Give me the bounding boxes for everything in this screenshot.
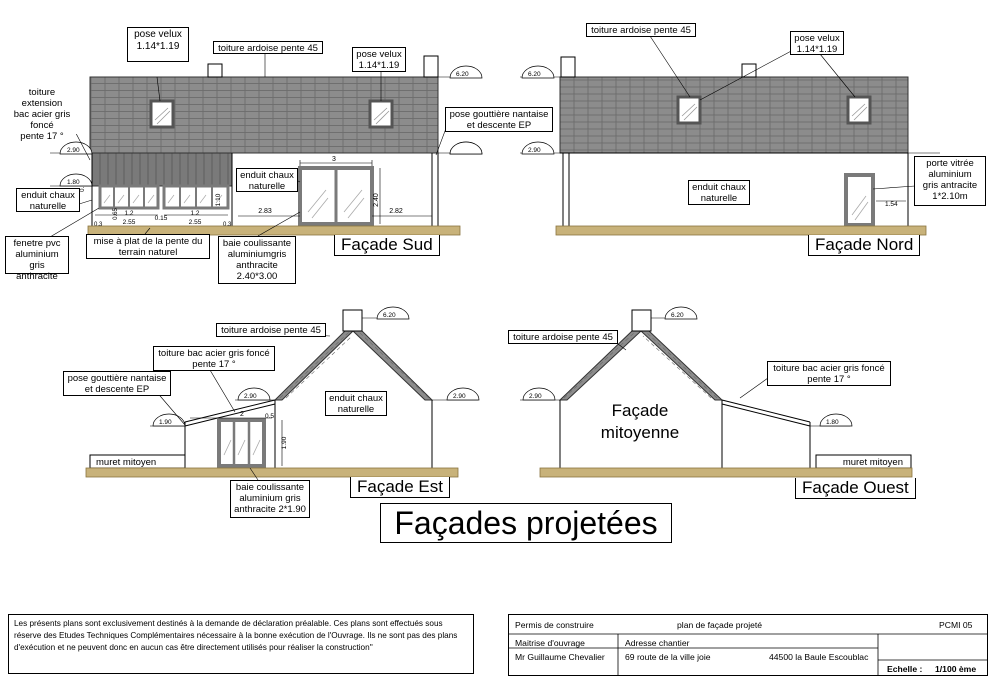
sud-dim-win1-h: 1.2 — [124, 210, 134, 217]
sud-dim-left: 2.83 — [258, 208, 272, 215]
sud-extension-roof-label: toiture extension bac acier gris foncé pente 17 ° — [7, 86, 77, 134]
sud-render-ext-label: enduit chaux naturelle — [16, 188, 80, 212]
est-roof — [275, 331, 432, 400]
est-muret-label: muret mitoyen — [96, 457, 157, 468]
ouest-roof-label: toiture ardoise pente 45 — [508, 330, 618, 344]
est-dim-190: 1.90 — [281, 436, 288, 450]
sud-chimney — [208, 64, 222, 77]
ouest-level-620: 6.20 — [671, 312, 684, 319]
cartouche-plan: plan de façade projeté — [677, 620, 763, 630]
sud-dim-width: 3 — [332, 156, 336, 163]
sud-roof-label: toiture ardoise pente 45 — [213, 41, 323, 54]
sud-render-label: enduit chaux naturelle — [236, 168, 298, 192]
sud-dim-height: 2.40 — [373, 193, 380, 207]
nord-roof-label: toiture ardoise pente 45 — [586, 23, 696, 37]
sud-dim-03a: 0.3 — [94, 222, 103, 228]
ouest-muret-label: muret mitoyen — [842, 457, 903, 468]
sud-dim-065: 0.65 — [113, 208, 119, 220]
sud-velux-left-label: pose velux 1.14*1.19 — [127, 27, 189, 62]
sud-level-620: 6.20 — [456, 71, 469, 78]
nord-door — [846, 175, 873, 225]
nord-velux-label: pose velux 1.14*1.19 — [790, 31, 844, 55]
est-chimney — [343, 310, 362, 331]
title-block — [508, 614, 988, 676]
nord-level-290: 2.90 — [528, 147, 541, 154]
est-ground — [86, 468, 458, 477]
sud-dim-win2: 2.55 — [188, 219, 202, 226]
nord-chimney — [561, 57, 575, 77]
est-level-620: 6.20 — [383, 312, 396, 319]
est-bay-label: baie coulissante aluminium gris anthracite 2*1.90 — [230, 480, 310, 518]
sud-dim-sill: 1.10 — [215, 193, 222, 207]
sud-window-label: fenetre pvc aluminium gris anthracite — [5, 236, 69, 274]
est-title: Façade Est — [350, 477, 450, 498]
ouest-level-180: 1.80 — [826, 419, 839, 426]
ouest-mitoyenne-label: Façade mitoyenne — [600, 401, 680, 442]
est-render-label: enduit chaux naturelle — [325, 391, 387, 416]
sud-extension-roof — [92, 153, 232, 186]
nord-title: Façade Nord — [808, 235, 920, 256]
cartouche-address: 69 route de la ville joie — [625, 652, 711, 662]
cartouche-city: 44500 la Baule Escoublac — [769, 652, 869, 662]
sud-dim-win1: 2.55 — [122, 219, 136, 226]
sud-gutter-label: pose gouttière nantaise et descente EP — [445, 107, 553, 132]
ouest-chimney — [632, 310, 651, 331]
sud-grading-label: mise à plat de la pente du terrain naturel — [86, 234, 210, 259]
cartouche-code: PCMI 05 — [939, 620, 973, 630]
sud-dim-gap: 0.15 — [154, 215, 168, 222]
est-level-290b: 2.90 — [453, 393, 466, 400]
nord-chimney-right — [742, 64, 756, 77]
ouest-extension-roof-label: toiture bac acier gris foncé pente 17 ° — [767, 361, 891, 386]
sud-velux-right-label: pose velux 1.14*1.19 — [352, 47, 406, 72]
sud-chimney-right — [424, 56, 438, 77]
cartouche-maitrise-label: Maitrise d'ouvrage — [515, 638, 585, 648]
sud-dim-03b: 0.3 — [223, 222, 232, 228]
sud-dim-right: 2.82 — [389, 208, 403, 215]
nord-ground — [556, 226, 926, 235]
ouest-ground — [540, 468, 912, 477]
nord-door-label: porte vitrée aluminium gris antracite 1*2.10m — [914, 156, 986, 206]
sud-level-290: 2.90 — [67, 147, 80, 154]
est-dim-05: 0.5 — [265, 413, 275, 420]
est-extension-roof-label: toiture bac acier gris foncé pente 17 ° — [153, 346, 275, 371]
sud-title: Façade Sud — [334, 235, 440, 256]
nord-dim-154: 1.54 — [885, 201, 898, 208]
sud-level-180: 1.80 — [67, 179, 80, 186]
cartouche-echelle-label: Echelle : — [887, 664, 923, 674]
sheet-title: Façades projetées — [380, 503, 672, 543]
est-roof-label: toiture ardoise pente 45 — [216, 323, 326, 337]
est-bay-window — [219, 420, 264, 466]
facade-nord — [450, 36, 940, 235]
sud-dim-win2-h: 1.2 — [190, 210, 200, 217]
disclaimer-box: Les présents plans sont exclusivement destinés à la demande de déclaration préalable. Ces plans sont effectués sous réserve des Etudes Techniques Complémentaires nécessaire à la bonne exécution de l'Ouvrage. Ils ne sont pas des plans d'exécution et ne peuvent donc en aucun cas être directement utilisés pour réaliser la construction'' — [8, 614, 474, 674]
facade-sud — [50, 53, 482, 237]
est-level-290: 2.90 — [244, 393, 257, 400]
cartouche-adresse-label: Adresse chantier — [625, 638, 690, 648]
ouest-level-290: 2.90 — [529, 393, 542, 400]
cartouche-echelle-value: 1/100 ème — [935, 664, 977, 674]
est-dim-2: 2 — [240, 411, 244, 418]
est-level-190: 1.90 — [159, 419, 172, 426]
ouest-title: Façade Ouest — [795, 478, 916, 499]
nord-render-label: enduit chaux naturelle — [688, 180, 750, 205]
sud-bay-label: baie coulissante aluminiumgris anthracite 2.40*3.00 — [218, 236, 296, 284]
est-gutter-label: pose gouttière nantaise et descente EP — [63, 371, 171, 396]
nord-level-620: 6.20 — [528, 71, 541, 78]
cartouche-permis: Permis de construire — [515, 620, 594, 630]
cartouche-owner: Mr Guillaume Chevalier — [515, 652, 605, 662]
